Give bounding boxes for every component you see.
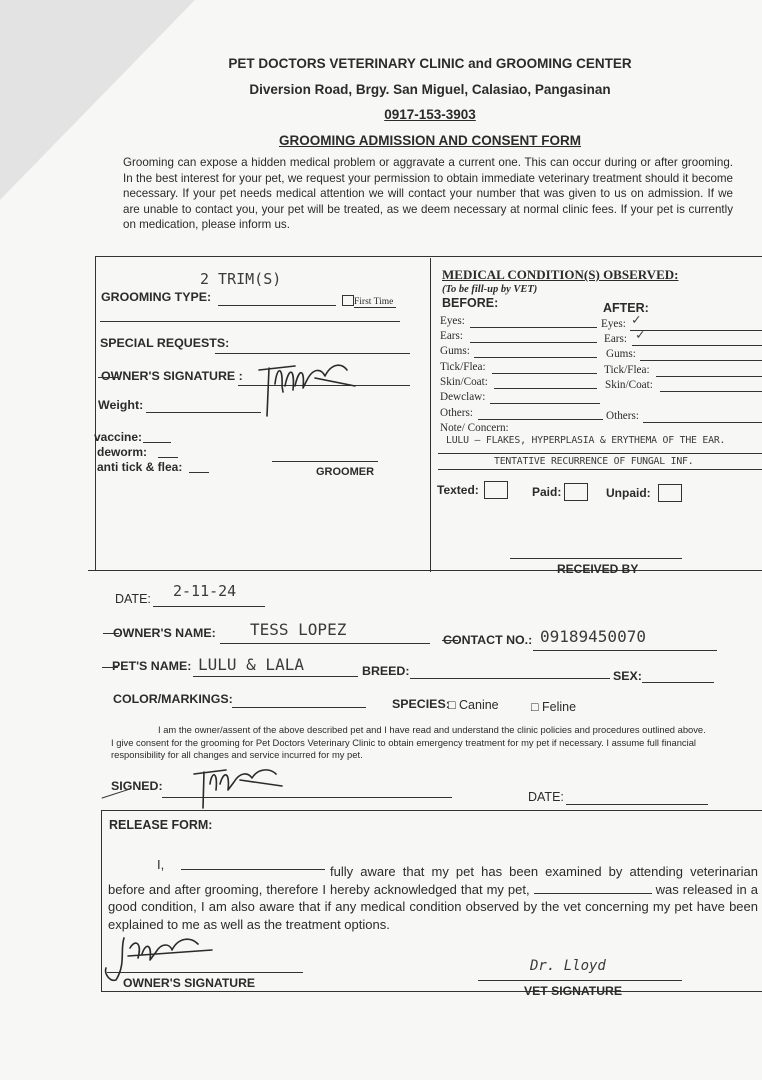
clinic-address: Diversion Road, Brgy. San Miguel, Calasiao, Pangasinan [249,82,611,97]
after-gums-line[interactable] [640,360,762,361]
before-dewclaw-label: Dewclaw: [440,391,486,403]
breed-line[interactable] [410,678,610,679]
after-tick-line[interactable] [656,376,762,377]
first-time-underline [354,307,396,308]
date-value: 2-11-24 [173,582,237,600]
after-ears-label: Ears: [604,333,627,345]
first-time-checkbox[interactable] [342,295,354,306]
weight-label: Weight: [98,398,144,412]
after-skin-line[interactable] [660,391,762,392]
date-line[interactable] [153,606,265,607]
before-tick-line[interactable] [492,373,597,374]
grooming-type-line [218,305,336,306]
sex-label: SEX: [613,669,642,683]
consent-signature-image [190,764,290,814]
before-eyes-label: Eyes: [440,315,465,327]
after-ears-line[interactable] [632,345,762,346]
medical-subtitle: (To be fill-up by VET) [442,284,538,295]
note-line-2: TENTATIVE RECURRENCE OF FUNGAL INF. [494,456,694,467]
unpaid-label: Unpaid: [606,486,651,500]
contact-strike [442,640,458,641]
groomer-label: GROOMER [316,466,375,478]
release-body-part-2: was released in a good condition, I am also aware that if any medical condition observed by the vet concerning my pet have been explained to me as well as the treatment options. [108,881,759,932]
deworm-line[interactable] [158,457,178,458]
anti-tick-line[interactable] [189,472,209,473]
texted-label: Texted: [437,483,479,497]
texted-checkbox[interactable] [484,481,508,499]
release-body-part-1: fully aware that my pet has been examined by attending veterinarian before and after grooming, therefore I hereby acknowledged that my pet, [108,864,758,897]
note-label: Note/ Concern: [440,422,509,434]
clinic-phone: 0917-153-3903 [384,107,476,122]
first-time-label: First Time [354,297,394,307]
note-rule-2[interactable] [438,469,762,470]
before-others-line[interactable] [478,419,603,420]
owner-name-line[interactable] [220,643,430,644]
medical-title: MEDICAL CONDITION(S) OBSERVED: [442,267,679,282]
sex-line[interactable] [642,682,714,683]
before-ears-line[interactable] [470,342,597,343]
species-label: SPECIES: [392,697,450,711]
before-eyes-line[interactable] [470,327,597,328]
anti-tick-label: anti tick & flea: [97,460,183,474]
box-bottom-border [88,570,762,571]
pet-name-value: LULU & LALA [198,655,304,674]
release-owner-sig-line[interactable] [107,972,303,973]
box-left-border [95,256,96,570]
after-ears-mark: ✓ [636,327,645,343]
consent-date-line[interactable] [566,804,708,805]
after-tick-label: Tick/Flea: [604,364,650,376]
before-tick-label: Tick/Flea: [440,361,486,373]
species-canine-option[interactable]: □ Canine [448,698,499,712]
deworm-label: deworm: [97,445,148,459]
release-body [108,863,758,933]
weight-line[interactable] [146,412,261,413]
after-skin-label: Skin/Coat: [605,379,653,391]
after-others-label: Others: [606,410,639,422]
consent-line-2: I give consent for the grooming for Pet Doctors Veterinary Clinic to obtain emergency treatment for my pet if necessary. I assume full financial responsibility for all changes and service incurred for my pet. [111,737,696,760]
contact-value: 09189450070 [540,627,646,646]
owner-signature-label: OWNER'S SIGNATURE : [101,369,243,383]
consent-date-label: DATE: [528,790,564,804]
vet-name-signature: Dr. Lloyd [530,958,606,974]
after-gums-label: Gums: [606,348,636,360]
pet-name-strike [102,667,118,668]
received-by-label: RECEIVED BY [557,562,639,576]
unpaid-checkbox[interactable] [658,484,682,502]
before-skin-line[interactable] [494,388,597,389]
received-by-line[interactable] [510,558,682,559]
owner-name-label: OWNER'S NAME: [113,626,216,640]
grooming-type-value: 2 TRIM(S) [200,270,282,288]
release-title: RELEASE FORM: [109,818,213,832]
before-ears-label: Ears: [440,330,463,342]
before-others-label: Others: [440,407,473,419]
vaccine-label: vaccine: [94,430,143,444]
before-dewclaw-line[interactable] [490,403,600,404]
intro-paragraph: Grooming can expose a hidden medical problem or aggravate a current one. This can occur during or after grooming. In the best interest for your pet, we request your permission to obtain immediate veterinary treatment should it become necessary. If your pet needs medical attention we will contact your number that was given to us on admission. If we are unable to contact you, your pet will be treated, as we deem necessary at normal clinic fees. If your pet is currently on medication, please inform us. [123,156,733,232]
before-gums-label: Gums: [440,345,470,357]
clinic-name: PET DOCTORS VETERINARY CLINIC and GROOMING CENTER [228,56,632,71]
breed-label: BREED: [362,664,410,678]
grooming-type-line-2 [100,321,400,322]
note-rule-1[interactable] [438,453,762,454]
vet-sig-label: VET SIGNATURE [524,984,622,998]
box-divider [430,258,431,572]
color-markings-line[interactable] [232,707,366,708]
signed-label: SIGNED: [111,779,163,793]
pet-name-label: PET'S NAME: [112,659,192,673]
vet-sig-line[interactable] [478,980,682,981]
strike-mark [98,377,118,378]
owner-name-value: TESS LOPEZ [250,620,347,639]
owner-name-strike [103,633,119,634]
contact-line[interactable] [533,650,717,651]
species-feline-option[interactable]: □ Feline [531,700,577,714]
after-label: AFTER: [603,301,649,315]
vaccine-line[interactable] [143,442,171,443]
contact-label: CONTACT NO.: [443,633,533,647]
paid-checkbox[interactable] [564,483,588,501]
grooming-type-label: GROOMING TYPE: [101,290,212,304]
date-label: DATE: [115,592,151,606]
special-requests-label: SPECIAL REQUESTS: [100,336,230,350]
release-pet-line[interactable] [534,881,652,894]
after-eyes-mark: ✓ [632,312,641,328]
pet-name-line[interactable] [193,676,358,677]
form-title: GROOMING ADMISSION AND CONSENT FORM [279,133,581,148]
after-others-line[interactable] [643,422,762,423]
box-top-border [95,256,762,257]
after-eyes-line[interactable] [630,330,762,331]
before-label: BEFORE: [442,296,499,310]
after-eyes-label: Eyes: [601,318,626,330]
color-markings-label: COLOR/MARKINGS: [113,692,233,706]
owner-signature-image [255,356,365,426]
paid-label: Paid: [532,485,562,499]
note-line-1: LULU – FLAKES, HYPERPLASIA & ERYTHEMA OF THE EAR. [446,435,726,446]
release-owner-sig-label: OWNER'S SIGNATURE [123,976,255,990]
release-i: I, [157,857,165,872]
special-requests-line[interactable] [215,353,410,354]
before-skin-label: Skin/Coat: [440,376,488,388]
before-gums-line[interactable] [474,357,597,358]
groomer-line[interactable] [272,461,378,462]
consent-line-1: I am the owner/assent of the above described pet and I have read and understand the clinic policies and procedures outlined above. [158,724,706,735]
